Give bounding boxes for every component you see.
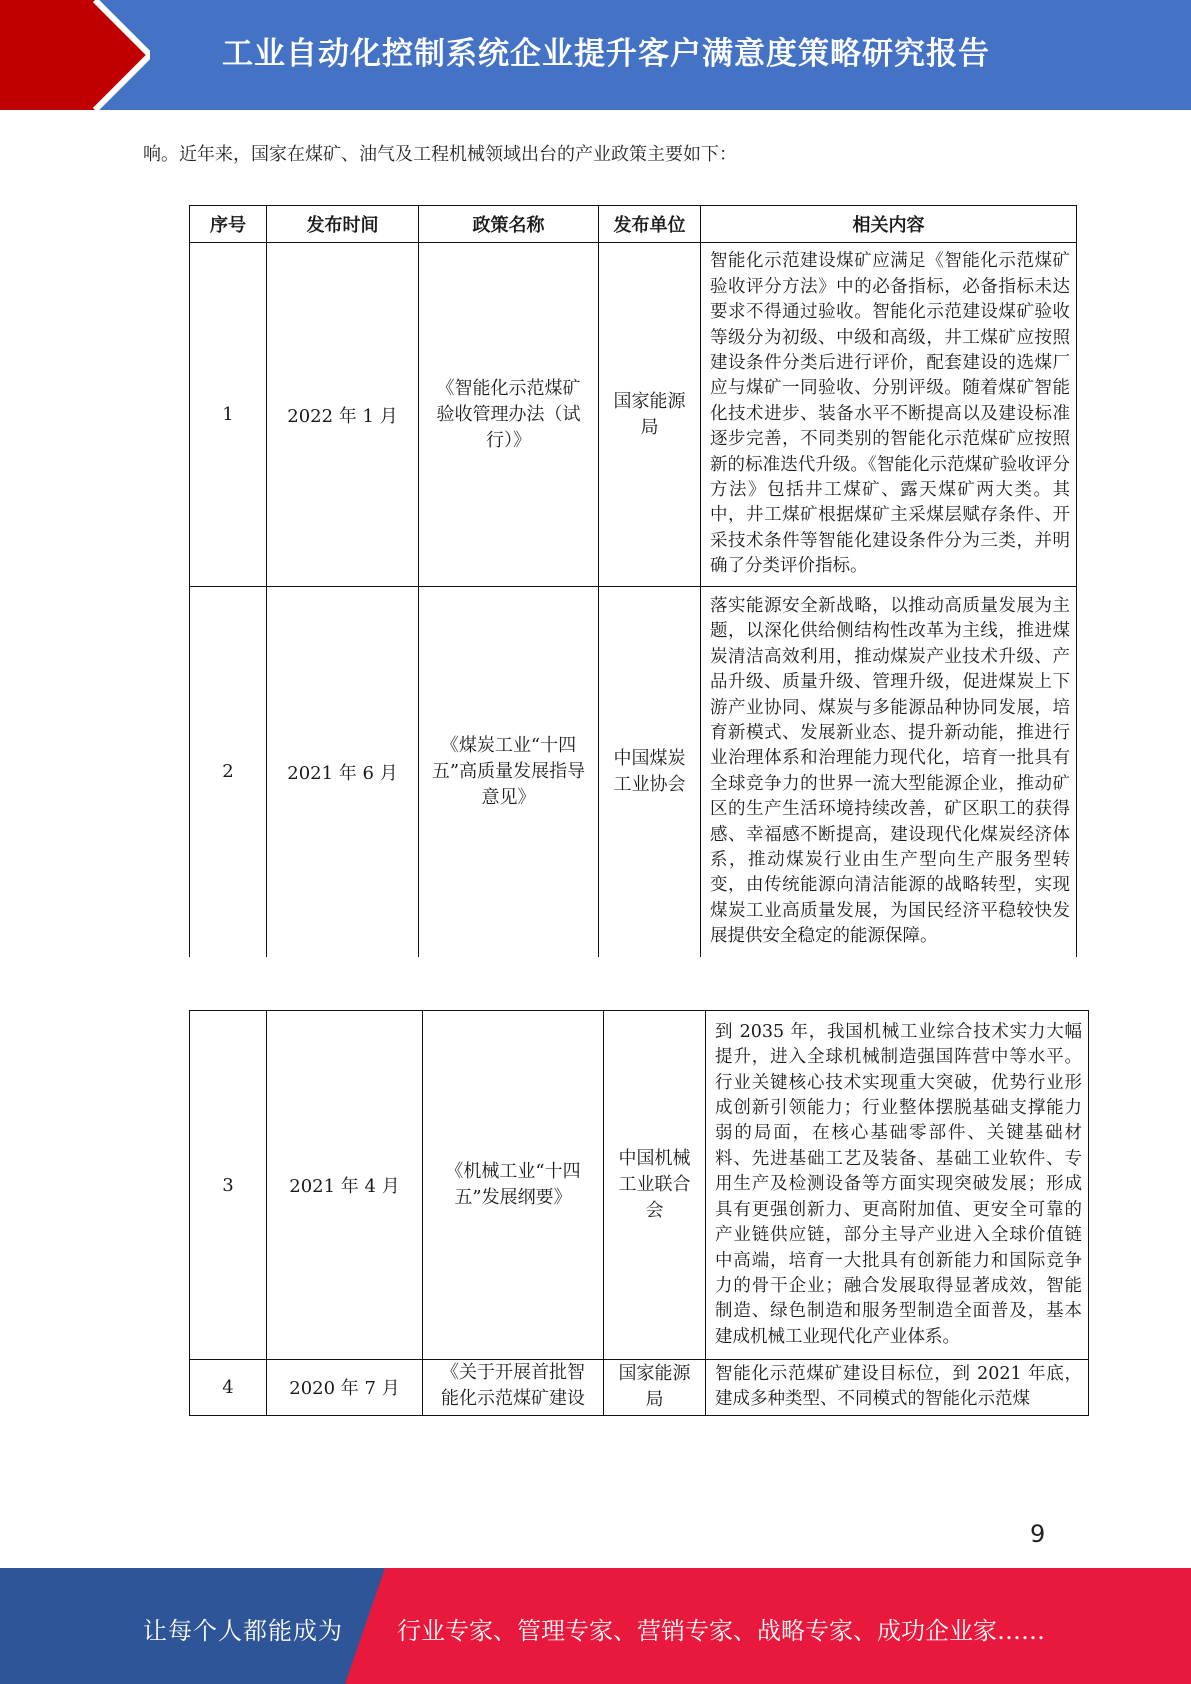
row-num: 4 [190,1360,267,1416]
row-num: 1 [190,243,267,587]
row-unit: 中国机械工业联合会 [604,1011,706,1360]
footer-slogan-left: 让每个人都能成为 [143,1617,343,1645]
header-date: 发布时间 [267,206,419,243]
row-content: 落实能源安全新战略，以推动高质量发展为主题，以深化供给侧结构性改革为主线，推进煤炭清洁高效利用，推动煤炭产业技术升级、产品升级、质量升级、管理升级，促进煤炭上下游产业协同、煤炭与多能源品种协同发展，培育新模式、发展新业态、提升新动能，推进行业治理体系和治理能力现代化，培育一批具有全球竞争力的世界一流大型能源企业，推动矿区的生产生活环境持续改善，矿区职工的获得感、幸福感不断提高，建设现代化煤炭经济体系，推动煤炭行业由生产型向生产服务型转变，由传统能源向清洁能源的战略转型，实现煤炭工业高质量发展，为国民经济平稳较快发展提供安全稳定的能源保障。 [701,587,1077,957]
row-date: 2021 年 4 月 [267,1011,423,1360]
table-row [190,243,1077,587]
page-header [0,0,1191,110]
row-policy-name: 《煤炭工业“十四五”高质量发展指导意见》 [419,587,599,957]
policy-table-part-2 [189,1010,1089,1416]
policy-table-part-1 [189,205,1077,957]
row-unit: 国家能源局 [599,243,701,587]
header-num: 序号 [190,206,267,243]
row-policy-name: 《关于开展首批智能化示范煤矿建设 [423,1360,604,1416]
header-name: 政策名称 [419,206,599,243]
intro-paragraph: 响。近年来，国家在煤矿、油气及工程机械领域出台的产业政策主要如下： [143,144,737,165]
page-number: 9 [1030,1520,1046,1548]
row-content: 到 2035 年，我国机械工业综合技术实力大幅提升，进入全球机械制造强国阵营中等水平。行业关键核心技术实现重大突破，优势行业形成创新引领能力；行业整体摆脱基础支撑能力弱的局面，在核心基础零部件、关键基础材料、先进基础工艺及装备、基础工业软件、专用生产及检测设备等方面实现突破发展；形成具有更强创新力、更高附加值、更安全可靠的产业链供应链，部分主导产业进入全球价值链中高端，培育一大批具有创新能力和国际竞争力的骨干企业；融合发展取得显著成效，智能制造、绿色制造和服务型制造全面普及，基本建成机械工业现代化产业体系。 [706,1011,1089,1360]
row-num: 3 [190,1011,267,1360]
row-date: 2022 年 1 月 [267,243,419,587]
header-unit: 发布单位 [599,206,701,243]
report-title: 工业自动化控制系统企业提升客户满意度策略研究报告 [222,36,990,72]
row-date: 2020 年 7 月 [267,1360,423,1416]
table-header-row [190,206,1077,243]
row-unit: 中国煤炭工业协会 [599,587,701,957]
row-date: 2021 年 6 月 [267,587,419,957]
row-num: 2 [190,587,267,957]
row-content: 智能化示范煤矿建设目标位，到 2021 年底，建成多种类型、不同模式的智能化示范煤 [706,1360,1089,1416]
table-row [190,587,1077,957]
row-unit: 国家能源局 [604,1360,706,1416]
table-row [190,1360,1089,1416]
table-row [190,1011,1089,1360]
row-content: 智能化示范建设煤矿应满足《智能化示范煤矿验收评分方法》中的必备指标，必备指标未达要求不得通过验收。智能化示范建设煤矿验收等级分为初级、中级和高级，井工煤矿应按照建设条件分类后进行评价，配套建设的选煤厂应与煤矿一同验收、分别评级。随着煤矿智能化技术进步、装备水平不断提高以及建设标准逐步完善，不同类别的智能化示范煤矿应按照新的标准迭代升级。《智能化示范煤矿验收评分方法》包括井工煤矿、露天煤矿两大类。其中，井工煤矿根据煤矿主采煤层赋存条件、开采技术条件等智能化建设条件分为三类，并明确了分类评价指标。 [701,243,1077,587]
row-policy-name: 《机械工业“十四五”发展纲要》 [423,1011,604,1360]
header-red-chevron [0,0,150,110]
page-footer [0,1568,1191,1684]
header-content: 相关内容 [701,206,1077,243]
row-policy-name: 《智能化示范煤矿验收管理办法（试行）》 [419,243,599,587]
footer-slogan-right: 行业专家、管理专家、营销专家、战略专家、成功企业家…… [397,1617,1045,1645]
